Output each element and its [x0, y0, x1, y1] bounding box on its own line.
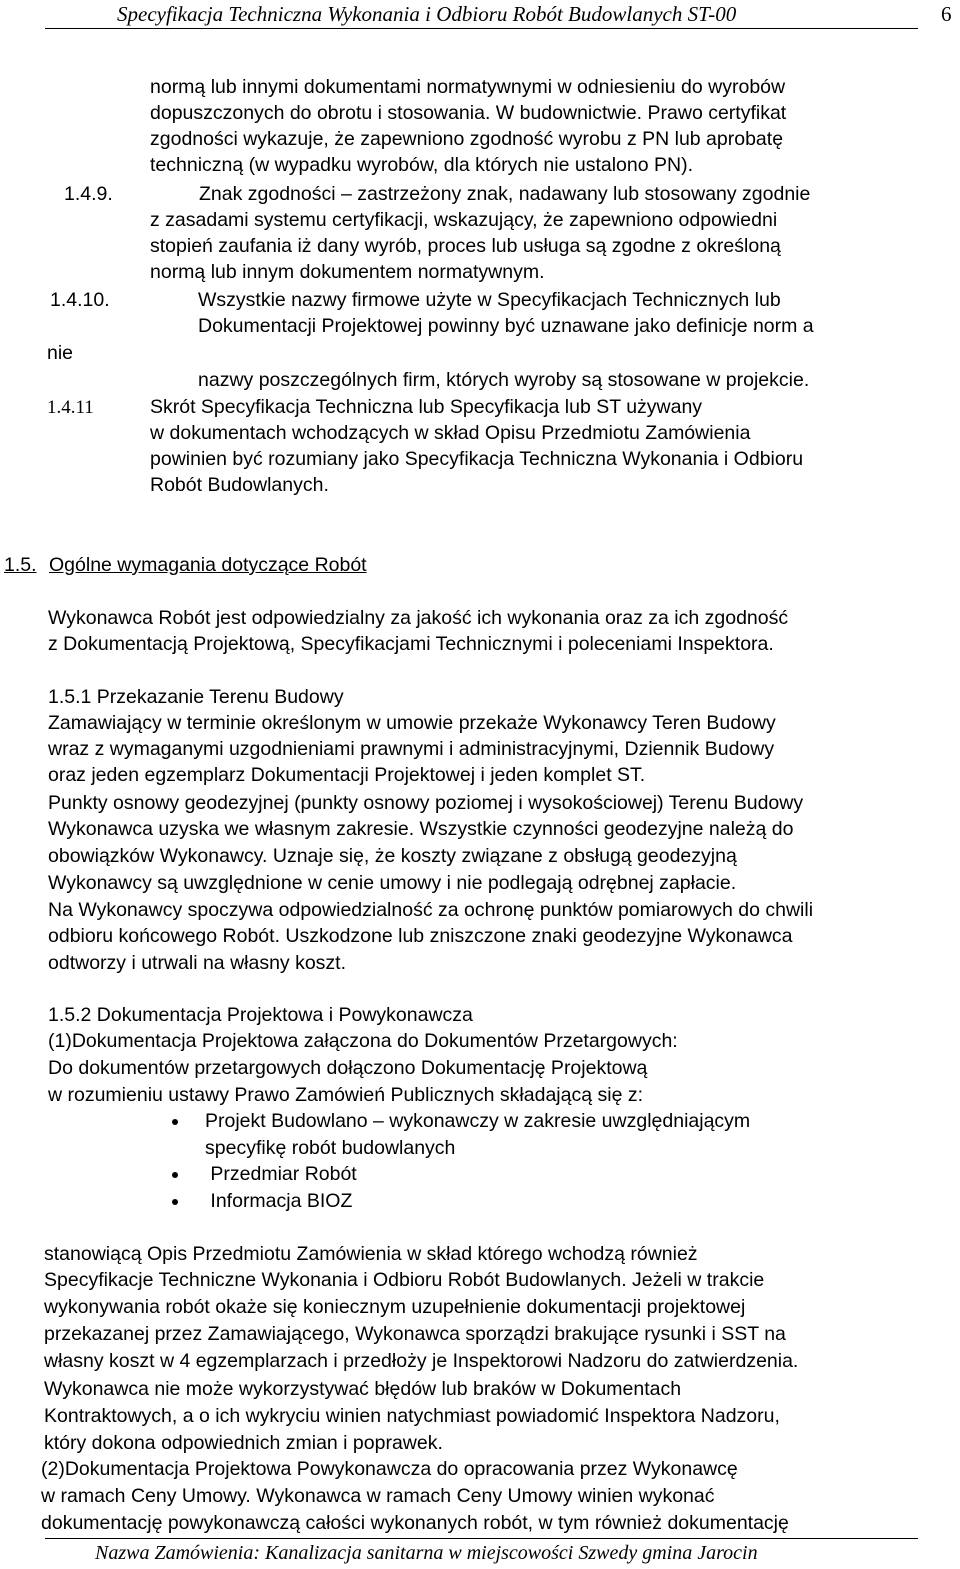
footer-text: Nazwa Zamówienia: Kanalizacja sanitarna w miejscowości Szwedy gmina Jarocin [95, 1542, 758, 1564]
definition-line: w dokumentach wchodzących w skład Opisu Przedmiotu Zamówienia [150, 422, 751, 444]
paragraph-line: wykonywania robót okaże się koniecznym uzupełnienie dokumentacji projektowej [44, 1296, 746, 1318]
paragraph-line: Kontraktowych, a o ich wykryciu winien natychmiast powiadomić Inspektora Nadzoru, [44, 1405, 780, 1427]
definition-line: Dokumentacji Projektowej powinny być uznawane jako definicje norm a [198, 315, 814, 337]
definition-line: normą lub innym dokumentem normatywnym. [150, 261, 545, 283]
definition-continuation-line: normą lub innymi dokumentami normatywnymi w odniesieniu do wyrobów [150, 76, 786, 98]
definition-line: Robót Budowlanych. [150, 474, 329, 496]
footer-rule [45, 1538, 918, 1539]
paragraph-line: obowiązków Wykonawcy. Uznaje się, że koszty związane z obsługą geodezyjną [48, 845, 737, 867]
page-number: 6 [941, 2, 952, 26]
paragraph-line: własny koszt w 4 egzemplarzach i przedłoży je Inspektorowi Nadzoru do zatwierdzenia. [44, 1350, 799, 1372]
paragraph-line: Punkty osnowy geodezyjnej (punkty osnowy poziomej i wysokościowej) Terenu Budowy [48, 792, 804, 814]
paragraph-line: Zamawiający w terminie określonym w umowie przekaże Wykonawcy Teren Budowy [48, 712, 776, 734]
paragraph-line: odbioru końcowego Robót. Uszkodzone lub zniszczone znaki geodezyjne Wykonawca [48, 925, 793, 947]
bullet-marker [172, 1172, 178, 1178]
paragraph-line: w rozumieniu ustawy Prawo Zamówień Publicznych składającą się z: [48, 1084, 643, 1106]
bullet-marker [172, 1199, 178, 1205]
paragraph-line: Wykonawca nie może wykorzystywać błędów lub braków w Dokumentach [44, 1378, 682, 1400]
paragraph-line: z Dokumentacją Projektową, Specyfikacjami Technicznymi i poleceniami Inspektora. [48, 633, 774, 655]
paragraph-line: Wykonawca uzyska we własnym zakresie. Wszystkie czynności geodezyjne należą do [48, 818, 794, 840]
bullet-item: Projekt Budowlano – wykonawczy w zakresie uwzględniającym [205, 1110, 751, 1132]
definition-continuation-line: techniczną (w wypadku wyrobów, dla których nie ustalono PN). [150, 154, 694, 176]
section-title: Ogólne wymagania dotyczące Robót [49, 554, 367, 576]
paragraph-line: wraz z wymaganymi uzgodnieniami prawnymi i administracyjnymi, Dziennik Budowy [48, 738, 775, 760]
paragraph-line: stanowiącą Opis Przedmiotu Zamówienia w skład którego wchodzą również [44, 1243, 698, 1265]
section-number: 1.5. [4, 554, 37, 576]
paragraph-line: Wykonawca Robót jest odpowiedzialny za jakość ich wykonania oraz za ich zgodność [48, 607, 789, 629]
paragraph-line: Specyfikacje Techniczne Wykonania i Odbioru Robót Budowlanych. Jeżeli w trakcie [44, 1269, 765, 1291]
definition-line: Znak zgodności – zastrzeżony znak, nadawany lub stosowany zgodnie [199, 183, 811, 205]
definition-line: nazwy poszczególnych firm, których wyroby są stosowane w projekcie. [198, 369, 810, 391]
paragraph-line: (1)Dokumentacja Projektowa załączona do Dokumentów Przetargowych: [48, 1030, 678, 1052]
paragraph-line: przekazanej przez Zamawiającego, Wykonawca sporządzi brakujące rysunki i SST na [44, 1323, 786, 1345]
paragraph-line: dokumentację powykonawczą całości wykonanych robót, w tym również dokumentację [41, 1512, 789, 1534]
paragraph-line: (2)Dokumentacja Projektowa Powykonawcza do opracowania przez Wykonawcę [41, 1458, 738, 1480]
bullet-marker [172, 1119, 178, 1125]
definition-number: 1.4.10. [50, 289, 110, 311]
bullet-item: Informacja BIOZ [205, 1190, 353, 1212]
bullet-item-continuation: specyfikę robót budowlanych [205, 1137, 456, 1159]
bullet-item: Przedmiar Robót [205, 1163, 357, 1185]
subsection-title: 1.5.2 Dokumentacja Projektowa i Powykonawcza [48, 1004, 473, 1026]
paragraph-line: w ramach Ceny Umowy. Wykonawca w ramach Ceny Umowy winien wykonać [41, 1485, 715, 1507]
paragraph-line: Do dokumentów przetargowych dołączono Dokumentację Projektową [48, 1057, 648, 1079]
header-rule [45, 28, 918, 29]
definition-continuation-line: dopuszczonych do obrotu i stosowania. W budownictwie. Prawo certyfikat [150, 102, 787, 124]
paragraph-line: który dokona odpowiednich zmian i poprawek. [44, 1432, 443, 1454]
running-header-title: Specyfikacja Techniczna Wykonania i Odbioru Robót Budowlanych ST-00 [117, 2, 737, 26]
definition-number: 1.4.11 [47, 397, 94, 418]
paragraph-line: Wykonawcy są uwzględnione w cenie umowy i nie podlegają odrębnej zapłacie. [48, 872, 737, 894]
definition-continuation-line: zgodności wykazuje, że zapewniono zgodność wyrobu z PN lub aprobatę [150, 128, 784, 150]
definition-line: stopień zaufania iż dany wyrób, proces lub usługa są zgodne z określoną [150, 235, 781, 257]
definition-line: Skrót Specyfikacja Techniczna lub Specyfikacja lub ST używany [150, 396, 703, 418]
paragraph-line: oraz jeden egzemplarz Dokumentacji Projektowej i jeden komplet ST. [48, 764, 646, 786]
paragraph-line: Na Wykonawcy spoczywa odpowiedzialność za ochronę punktów pomiarowych do chwili [48, 899, 814, 921]
definition-number: 1.4.9. [64, 183, 113, 205]
paragraph-line: odtworzy i utrwali na własny koszt. [48, 952, 347, 974]
definition-line: z zasadami systemu certyfikacji, wskazujący, że zapewniono odpowiedni [150, 209, 778, 231]
subsection-title: 1.5.1 Przekazanie Terenu Budowy [48, 686, 344, 708]
definition-line: Wszystkie nazwy firmowe użyte w Specyfikacjach Technicznych lub [198, 289, 781, 311]
definition-stray-word: nie [47, 342, 74, 364]
definition-line: powinien być rozumiany jako Specyfikacja Techniczna Wykonania i Odbioru [150, 448, 804, 470]
